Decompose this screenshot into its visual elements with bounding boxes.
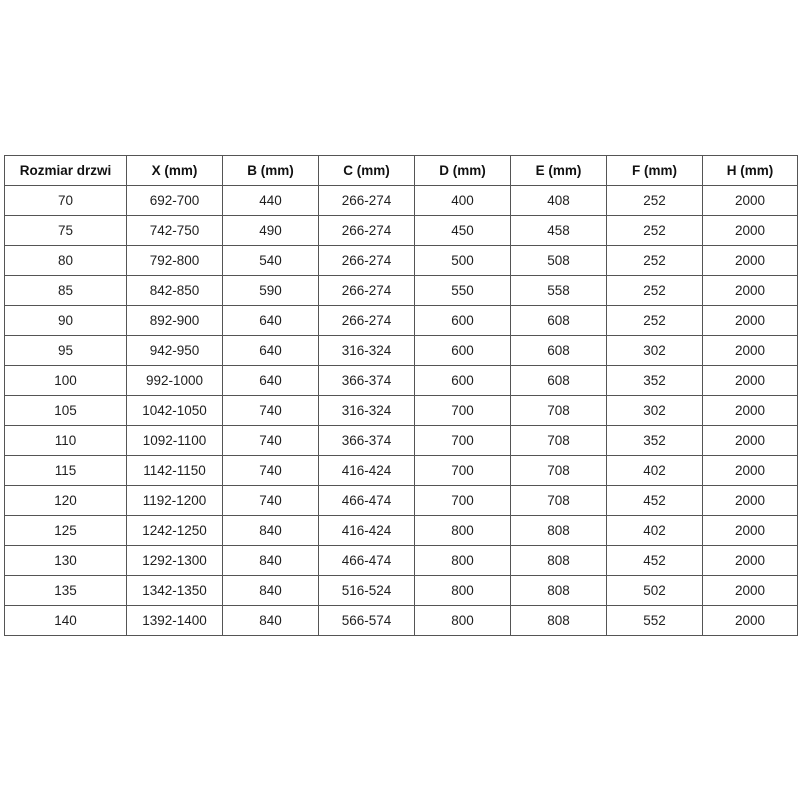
table-cell: 2000 xyxy=(703,426,798,456)
table-cell: 608 xyxy=(511,366,607,396)
table-cell: 466-474 xyxy=(319,546,415,576)
table-cell: 120 xyxy=(5,486,127,516)
table-cell: 110 xyxy=(5,426,127,456)
table-cell: 590 xyxy=(223,276,319,306)
table-cell: 416-424 xyxy=(319,516,415,546)
table-row xyxy=(5,486,798,516)
table-cell: 808 xyxy=(511,576,607,606)
table-cell: 402 xyxy=(607,456,703,486)
table-cell: 800 xyxy=(415,606,511,636)
table-cell: 90 xyxy=(5,306,127,336)
table-cell: 608 xyxy=(511,336,607,366)
table-cell: 708 xyxy=(511,396,607,426)
table-cell: 840 xyxy=(223,516,319,546)
table-cell: 700 xyxy=(415,486,511,516)
table-cell: 2000 xyxy=(703,576,798,606)
table-cell: 302 xyxy=(607,336,703,366)
column-header-f: F (mm) xyxy=(607,156,703,186)
table-cell: 2000 xyxy=(703,336,798,366)
table-cell: 125 xyxy=(5,516,127,546)
table-cell: 2000 xyxy=(703,186,798,216)
table-cell: 1342-1350 xyxy=(127,576,223,606)
table-cell: 366-374 xyxy=(319,366,415,396)
table-cell: 490 xyxy=(223,216,319,246)
table-cell: 452 xyxy=(607,486,703,516)
table-cell: 840 xyxy=(223,546,319,576)
table-cell: 140 xyxy=(5,606,127,636)
table-cell: 808 xyxy=(511,546,607,576)
table-cell: 2000 xyxy=(703,306,798,336)
table-cell: 266-274 xyxy=(319,186,415,216)
table-cell: 80 xyxy=(5,246,127,276)
table-cell: 352 xyxy=(607,426,703,456)
table-cell: 800 xyxy=(415,576,511,606)
table-row xyxy=(5,546,798,576)
table-cell: 115 xyxy=(5,456,127,486)
table-cell: 552 xyxy=(607,606,703,636)
table-cell: 252 xyxy=(607,276,703,306)
table-cell: 130 xyxy=(5,546,127,576)
table-cell: 1292-1300 xyxy=(127,546,223,576)
table-row xyxy=(5,306,798,336)
table-cell: 402 xyxy=(607,516,703,546)
column-header-d: D (mm) xyxy=(415,156,511,186)
table-cell: 516-524 xyxy=(319,576,415,606)
table-cell: 70 xyxy=(5,186,127,216)
table-header xyxy=(5,156,798,186)
column-header-h: H (mm) xyxy=(703,156,798,186)
table-cell: 692-700 xyxy=(127,186,223,216)
table-cell: 408 xyxy=(511,186,607,216)
table-cell: 2000 xyxy=(703,276,798,306)
table-cell: 452 xyxy=(607,546,703,576)
table-cell: 640 xyxy=(223,306,319,336)
table-cell: 742-750 xyxy=(127,216,223,246)
table-cell: 892-900 xyxy=(127,306,223,336)
table-row xyxy=(5,246,798,276)
table-cell: 75 xyxy=(5,216,127,246)
table-cell: 608 xyxy=(511,306,607,336)
table-cell: 842-850 xyxy=(127,276,223,306)
table-cell: 2000 xyxy=(703,606,798,636)
table-cell: 2000 xyxy=(703,516,798,546)
table-cell: 600 xyxy=(415,366,511,396)
table-cell: 808 xyxy=(511,516,607,546)
table-cell: 316-324 xyxy=(319,396,415,426)
table-cell: 708 xyxy=(511,426,607,456)
table-cell: 800 xyxy=(415,546,511,576)
table-cell: 266-274 xyxy=(319,246,415,276)
table-cell: 266-274 xyxy=(319,216,415,246)
table-row xyxy=(5,606,798,636)
table-cell: 2000 xyxy=(703,366,798,396)
table-cell: 105 xyxy=(5,396,127,426)
column-header-b: B (mm) xyxy=(223,156,319,186)
table-cell: 740 xyxy=(223,456,319,486)
table-cell: 2000 xyxy=(703,456,798,486)
table-cell: 135 xyxy=(5,576,127,606)
table-cell: 540 xyxy=(223,246,319,276)
table-cell: 100 xyxy=(5,366,127,396)
table-cell: 440 xyxy=(223,186,319,216)
table-row xyxy=(5,366,798,396)
table-cell: 640 xyxy=(223,366,319,396)
table-cell: 252 xyxy=(607,246,703,276)
table-cell: 366-374 xyxy=(319,426,415,456)
table-cell: 2000 xyxy=(703,546,798,576)
table-cell: 252 xyxy=(607,186,703,216)
table-cell: 352 xyxy=(607,366,703,396)
table-cell: 600 xyxy=(415,306,511,336)
table-row xyxy=(5,576,798,606)
table-cell: 708 xyxy=(511,486,607,516)
table-cell: 600 xyxy=(415,336,511,366)
table-cell: 2000 xyxy=(703,216,798,246)
table-cell: 400 xyxy=(415,186,511,216)
table-cell: 2000 xyxy=(703,486,798,516)
table-cell: 640 xyxy=(223,336,319,366)
table-cell: 840 xyxy=(223,576,319,606)
table-cell: 302 xyxy=(607,396,703,426)
table-cell: 700 xyxy=(415,426,511,456)
table-cell: 700 xyxy=(415,456,511,486)
table-row xyxy=(5,216,798,246)
column-header-x: X (mm) xyxy=(127,156,223,186)
table-cell: 800 xyxy=(415,516,511,546)
table-cell: 266-274 xyxy=(319,306,415,336)
column-header-c: C (mm) xyxy=(319,156,415,186)
table-header-row xyxy=(5,156,798,186)
table-cell: 252 xyxy=(607,216,703,246)
table-cell: 558 xyxy=(511,276,607,306)
table-cell: 458 xyxy=(511,216,607,246)
table-cell: 316-324 xyxy=(319,336,415,366)
table-row xyxy=(5,396,798,426)
column-header-e: E (mm) xyxy=(511,156,607,186)
door-size-table-container xyxy=(4,155,797,636)
table-cell: 1142-1150 xyxy=(127,456,223,486)
table-row xyxy=(5,336,798,366)
table-cell: 840 xyxy=(223,606,319,636)
table-cell: 502 xyxy=(607,576,703,606)
table-row xyxy=(5,456,798,486)
table-cell: 740 xyxy=(223,396,319,426)
table-cell: 740 xyxy=(223,486,319,516)
door-size-table xyxy=(4,155,798,636)
table-cell: 992-1000 xyxy=(127,366,223,396)
column-header-rozmiar-drzwi: Rozmiar drzwi xyxy=(5,156,127,186)
table-cell: 1242-1250 xyxy=(127,516,223,546)
table-cell: 500 xyxy=(415,246,511,276)
table-cell: 1042-1050 xyxy=(127,396,223,426)
table-cell: 550 xyxy=(415,276,511,306)
table-cell: 1392-1400 xyxy=(127,606,223,636)
table-row xyxy=(5,186,798,216)
table-cell: 700 xyxy=(415,396,511,426)
table-cell: 808 xyxy=(511,606,607,636)
table-row xyxy=(5,276,798,306)
table-cell: 508 xyxy=(511,246,607,276)
table-body xyxy=(5,186,798,636)
table-cell: 466-474 xyxy=(319,486,415,516)
table-cell: 266-274 xyxy=(319,276,415,306)
table-row xyxy=(5,426,798,456)
table-cell: 708 xyxy=(511,456,607,486)
table-cell: 85 xyxy=(5,276,127,306)
table-cell: 566-574 xyxy=(319,606,415,636)
table-cell: 2000 xyxy=(703,246,798,276)
table-cell: 792-800 xyxy=(127,246,223,276)
table-cell: 252 xyxy=(607,306,703,336)
table-cell: 2000 xyxy=(703,396,798,426)
table-cell: 1092-1100 xyxy=(127,426,223,456)
table-cell: 740 xyxy=(223,426,319,456)
table-cell: 416-424 xyxy=(319,456,415,486)
table-cell: 95 xyxy=(5,336,127,366)
table-cell: 1192-1200 xyxy=(127,486,223,516)
table-cell: 942-950 xyxy=(127,336,223,366)
table-row xyxy=(5,516,798,546)
table-cell: 450 xyxy=(415,216,511,246)
